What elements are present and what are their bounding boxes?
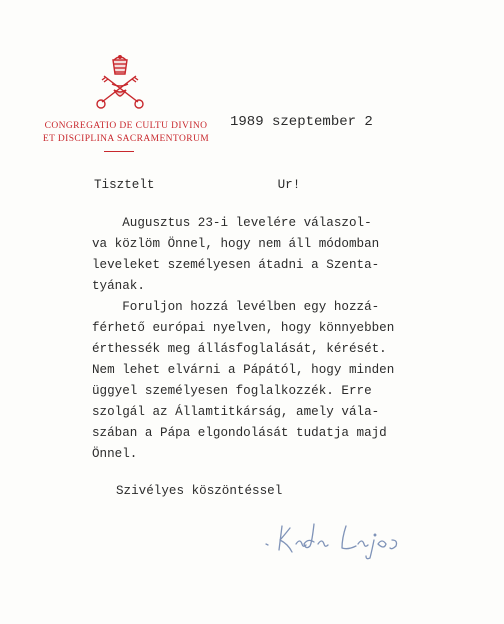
papal-coat-of-arms-icon: [92, 54, 148, 110]
letterhead-line-2: ET DISCIPLINA SACRAMENTORUM: [42, 134, 210, 144]
body-line: Foruljon hozzá levélben egy hozzá-: [92, 300, 380, 314]
body-line: Nem lehet elvárni a Pápától, hogy minden: [92, 363, 395, 377]
letter-body: [92, 213, 472, 465]
letterhead-divider: [104, 151, 134, 152]
letter-date: 1989 szeptember 2: [230, 114, 373, 130]
redacted-name: [162, 179, 270, 191]
body-line: szában a Pápa elgondolását tudatja majd: [92, 426, 387, 440]
body-line: Önnel.: [92, 447, 138, 461]
body-line: üggyel személyesen foglalkozzék. Erre: [92, 384, 372, 398]
letterhead: [28, 120, 224, 146]
handwritten-signature: [262, 514, 412, 562]
letterhead-line-1: CONGREGATIO DE CULTU DIVINO: [44, 121, 208, 131]
salutation-suffix: Ur!: [277, 178, 301, 192]
body-line: tyának.: [92, 279, 145, 293]
body-line: va közlöm Önnel, hogy nem áll módomban: [92, 237, 380, 251]
body-line: Augusztus 23-i levelére válaszol-: [92, 216, 372, 230]
body-line: szolgál az Államtitkárság, amely vála-: [92, 405, 380, 419]
body-line: leveleket személyesen átadni a Szenta-: [92, 258, 380, 272]
body-line: érthessék meg állásfoglalását, kérését.: [92, 342, 387, 356]
closing: Szivélyes köszöntéssel: [116, 484, 283, 498]
salutation-prefix: Tisztelt: [94, 178, 155, 192]
salutation: [94, 178, 300, 192]
body-line: férhető európai nyelven, hogy könnyebben: [92, 321, 395, 335]
